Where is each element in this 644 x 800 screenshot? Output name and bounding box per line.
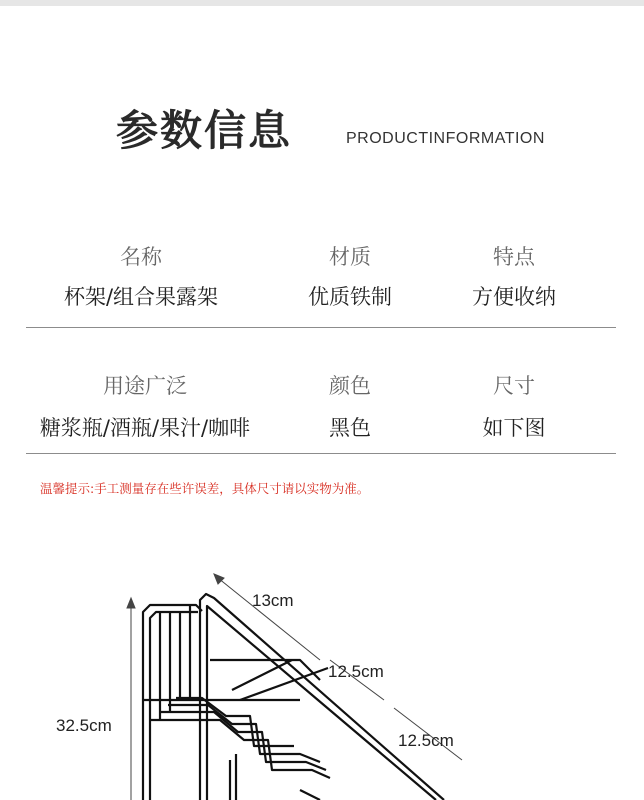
dimension-top: 13cm bbox=[252, 591, 294, 610]
spec-value-color: 黑色 bbox=[329, 416, 371, 440]
page-title: 参数信息 bbox=[116, 106, 293, 155]
spec-header-material: 材质 bbox=[329, 245, 371, 269]
spec-header-usage: 用途广泛 bbox=[103, 374, 187, 398]
spec-value-name: 杯架/组合果露架 bbox=[63, 285, 219, 309]
spec-value-size: 如下图 bbox=[482, 416, 546, 440]
spec-header-name: 名称 bbox=[120, 245, 162, 269]
measurement-note: 温馨提示:手工测量存在些许误差，具体尺寸请以实物为准。 bbox=[40, 481, 370, 496]
page-subtitle: PRODUCTINFORMATION bbox=[346, 130, 545, 147]
spec-value-feature: 方便收纳 bbox=[472, 285, 556, 309]
dimension-slope-lower: 12.5cm bbox=[398, 731, 454, 750]
rack-frame bbox=[143, 594, 444, 800]
dimension-slope-upper: 12.5cm bbox=[328, 662, 384, 681]
spec-value-usage: 糖浆瓶/酒瓶/果汁/咖啡 bbox=[39, 416, 251, 440]
dimension-height: 32.5cm bbox=[56, 716, 112, 735]
spec-header-feature: 特点 bbox=[493, 245, 535, 269]
spec-header-color: 颜色 bbox=[329, 374, 371, 398]
spec-header-size: 尺寸 bbox=[493, 374, 535, 398]
spec-value-material: 优质铁制 bbox=[308, 285, 392, 309]
dimension-lines bbox=[127, 574, 462, 800]
